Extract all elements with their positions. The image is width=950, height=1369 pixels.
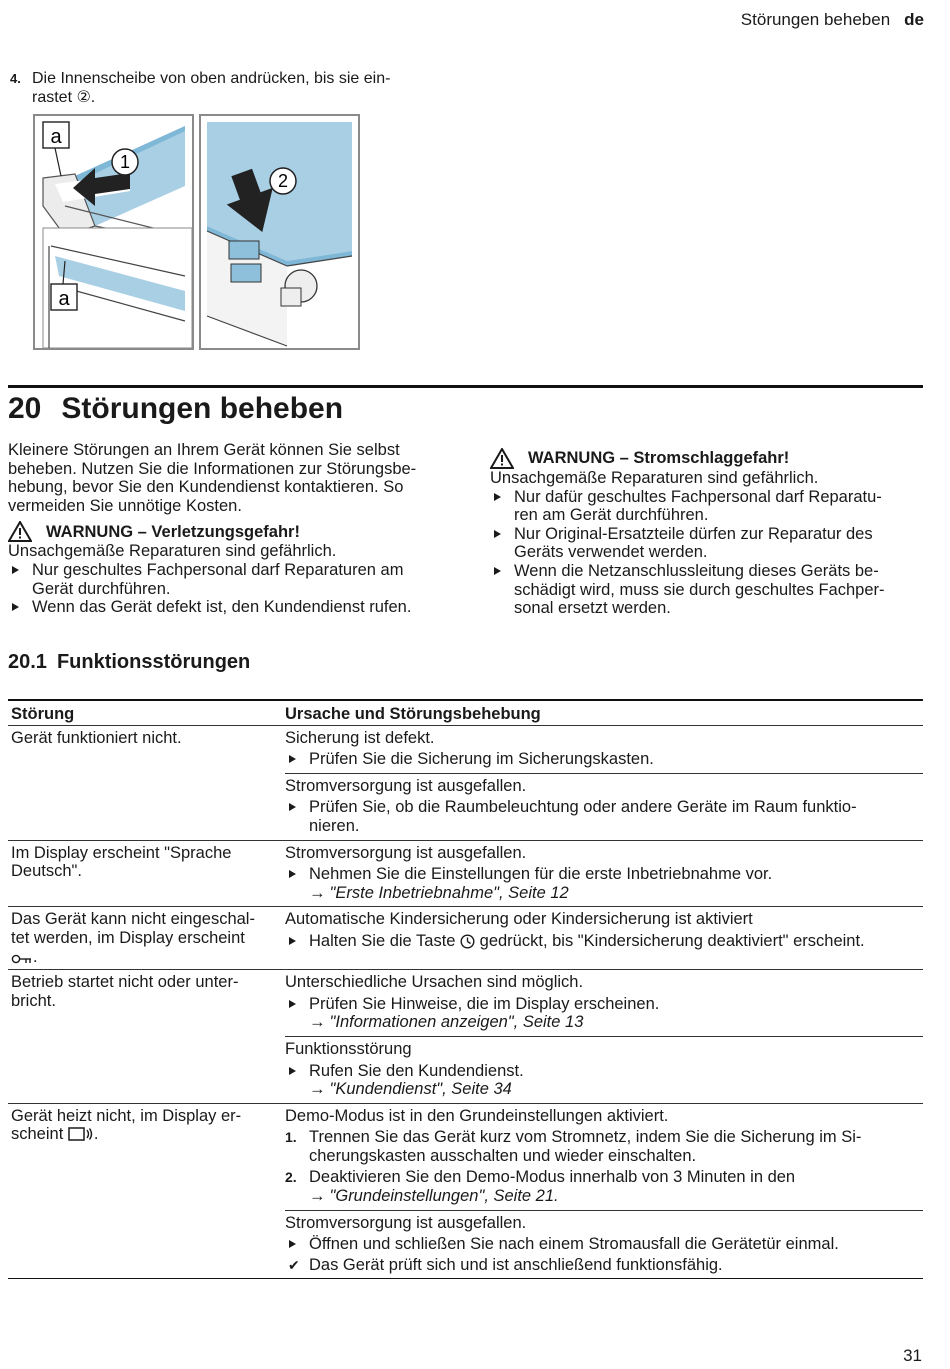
warning-bullet <box>8 561 448 598</box>
chapter-number: 20 <box>8 392 42 425</box>
bullet-line: ren am Gerät durchführen. <box>514 506 709 525</box>
fault-text: Gerät heizt nicht, im Display er- <box>11 1106 242 1125</box>
result-item <box>285 1256 923 1275</box>
warning-triangle-icon <box>8 521 32 542</box>
step-4 <box>10 69 440 107</box>
step-line: Deaktivieren Sie den Demo-Modus innerhalb von 3 Minuten in den <box>309 1168 796 1187</box>
step-number: 4. <box>10 71 21 86</box>
action-item <box>285 932 923 951</box>
fault-cell <box>8 970 280 1103</box>
bullet-line: Wenn die Netzanschlussleitung dieses Geräts be- <box>514 561 879 580</box>
callout-a-top: a <box>50 126 62 148</box>
bullet-line: Nur geschultes Fachpersonal darf Reparaturen am <box>32 560 404 579</box>
bullet-line: Gerät durchführen. <box>32 579 171 598</box>
warning-title-text: WARNUNG – Verletzungsgefahr! <box>46 522 300 541</box>
cross-reference-link[interactable] <box>309 1013 923 1032</box>
cross-reference-link[interactable] <box>309 1187 923 1206</box>
action-line: Öffnen und schließen Sie nach einem Stromausfall die Gerätetür einmal. <box>309 1235 839 1254</box>
intro-line: Kleinere Störungen an Ihrem Gerät können Sie selbst <box>8 441 400 459</box>
warning-text: Unsachgemäße Reparaturen sind gefährlich. <box>490 469 819 487</box>
cross-reference-link[interactable] <box>309 1080 923 1099</box>
numbered-step <box>285 1168 923 1205</box>
key-lock-icon <box>11 953 33 965</box>
clock-icon <box>460 934 475 949</box>
cause-text: Funktionsstörung <box>285 1039 412 1058</box>
demo-mode-icon <box>68 1126 94 1142</box>
cause-text: Sicherung ist defekt. <box>285 728 435 747</box>
table-row <box>8 969 923 1103</box>
cause-cell <box>280 1104 923 1279</box>
warning-electric-title <box>490 448 910 469</box>
page-number: 31 <box>903 1346 922 1365</box>
clip-icon <box>229 241 259 259</box>
action-item <box>285 798 923 835</box>
cause-block <box>285 1210 923 1279</box>
fault-text: Betrieb startet nicht oder unter- <box>11 973 239 992</box>
fault-text: Das Gerät kann nicht eingeschal- <box>11 910 255 929</box>
running-header <box>741 10 924 30</box>
bullet-line: schädigt wird, muss sie durch geschultes Fachper- <box>514 580 885 599</box>
chapter-title: Störungen beheben <box>61 392 344 425</box>
action-text: Halten Sie die Taste <box>309 931 456 950</box>
cause-text: Stromversorgung ist ausgefallen. <box>285 843 527 862</box>
section-number: 20.1 <box>8 651 47 673</box>
cross-reference-link[interactable] <box>309 884 923 903</box>
fault-text: scheint <box>11 1125 64 1144</box>
arrow-icon: → <box>309 1187 326 1206</box>
arrow-icon: → <box>309 1013 326 1032</box>
right-column <box>490 448 910 618</box>
header-fault: Störung <box>11 705 75 723</box>
left-column <box>8 441 448 617</box>
step-number: 1. <box>285 1129 297 1146</box>
bullet-line: Geräts verwendet werden. <box>514 543 708 562</box>
numbered-step <box>285 1128 923 1165</box>
step-text-line2: rastet ②. <box>32 89 96 106</box>
cause-text: Stromversorgung ist ausgefallen. <box>285 776 527 795</box>
intro-line: beheben. Nutzen Sie die Informationen zur Störungsbe- <box>8 459 417 478</box>
section-heading <box>8 651 250 674</box>
bullet-line: Wenn das Gerät defekt ist, den Kundendienst rufen. <box>32 598 412 617</box>
action-item <box>285 1062 923 1099</box>
fault-cell: Das Gerät kann nicht eingeschal- tet werden, im Display erscheint . <box>8 907 280 969</box>
action-item <box>285 750 923 769</box>
cause-cell <box>280 907 923 969</box>
figure-push-glass <box>33 114 194 350</box>
warning-injury-title <box>8 521 448 542</box>
cause-cell <box>280 841 923 907</box>
step-text-line1: Die Innenscheibe von oben andrücken, bis sie ein- <box>32 70 391 87</box>
fault-text: Im Display erscheint "Sprache <box>11 843 232 862</box>
warning-bullet <box>490 488 910 525</box>
intro-text <box>8 441 448 515</box>
cause-text: Unterschiedliche Ursachen sind möglich. <box>285 973 584 992</box>
fault-text: bricht. <box>11 991 56 1010</box>
cause-cell <box>280 970 923 1103</box>
cause-block <box>285 726 923 773</box>
action-text: gedrückt, bis "Kindersicherung deaktiviert" erscheint. <box>479 931 865 950</box>
warning-bullet <box>490 525 910 562</box>
warning-title-text: WARNUNG – Stromschlaggefahr! <box>528 449 790 468</box>
intro-line: vermeiden Sie unnötige Kosten. <box>8 496 242 515</box>
header-section-title: Störungen beheben <box>740 10 891 29</box>
action-item <box>285 995 923 1032</box>
callout-a-bottom: a <box>58 288 70 310</box>
table-header-row <box>8 701 923 726</box>
cause-block <box>285 841 923 907</box>
action-line: Prüfen Sie die Sicherung im Sicherungskasten. <box>309 750 654 769</box>
warning-triangle-icon <box>490 448 514 469</box>
table-row <box>8 840 923 907</box>
callout-2-label: 2 <box>277 171 289 191</box>
header-language: de <box>904 10 924 29</box>
action-item <box>285 1235 923 1254</box>
cause-text: Stromversorgung ist ausgefallen. <box>285 1213 527 1232</box>
warning-bullet <box>8 598 448 617</box>
bullet-line: sonal ersetzt werden. <box>514 599 671 618</box>
arrow-icon: → <box>309 883 326 902</box>
action-line: nieren. <box>309 816 360 835</box>
cause-block <box>285 773 923 840</box>
bullet-line: Nur dafür geschultes Fachpersonal darf Reparatu- <box>514 487 882 506</box>
step-line: Trennen Sie das Gerät kurz vom Stromnetz, indem Sie die Sicherung im Si- <box>309 1128 862 1147</box>
result-text: Das Gerät prüft sich und ist anschließend funktionsfähig. <box>309 1255 723 1274</box>
cause-text: Automatische Kindersicherung oder Kindersicherung ist aktiviert <box>285 910 753 929</box>
fault-cell <box>8 841 280 907</box>
check-icon: ✔ <box>288 1256 300 1273</box>
reference-text: "Grundeinstellungen", Seite 21. <box>329 1187 559 1206</box>
step-number: 2. <box>285 1169 297 1186</box>
chapter-heading <box>8 392 343 426</box>
cause-block <box>285 907 923 954</box>
reference-text: "Informationen anzeigen", Seite 13 <box>329 1013 584 1032</box>
fault-text: Gerät funktioniert nicht. <box>11 728 182 747</box>
cause-text: Demo-Modus ist in den Grundeinstellungen aktiviert. <box>285 1106 669 1125</box>
action-line: Prüfen Sie Hinweise, die im Display erscheinen. <box>309 994 660 1013</box>
action-line: Prüfen Sie, ob die Raumbeleuchtung oder andere Geräte im Raum funktio- <box>309 798 857 817</box>
arrow-icon: → <box>309 1080 326 1099</box>
table-row <box>8 726 923 840</box>
table-row <box>8 906 923 969</box>
fault-text: tet werden, im Display erscheint <box>11 928 245 947</box>
step-line: cherungskasten ausschalten und wieder einschalten. <box>309 1146 697 1165</box>
reference-text: "Erste Inbetriebnahme", Seite 12 <box>329 883 569 902</box>
callout-1-label: 1 <box>119 152 131 172</box>
warning-bullet <box>490 562 910 618</box>
intro-line: hebung, bevor Sie den Kundendienst kontaktieren. So <box>8 478 404 497</box>
cause-block <box>285 970 923 1036</box>
fault-cell <box>8 726 280 840</box>
section-title: Funktionsstörungen <box>56 651 251 673</box>
action-item <box>285 865 923 902</box>
action-line: Rufen Sie den Kundendienst. <box>309 1061 524 1080</box>
cause-cell <box>280 726 923 840</box>
fault-text: Deutsch". <box>11 862 82 881</box>
fault-cell: Gerät heizt nicht, im Display er- scheint . <box>8 1104 280 1279</box>
chapter-rule <box>8 385 923 388</box>
figure-press-glass <box>199 114 360 350</box>
fault-table <box>8 699 923 1279</box>
cause-block <box>285 1036 923 1103</box>
action-line: Nehmen Sie die Einstellungen für die erste Inbetriebnahme vor. <box>309 865 773 884</box>
cause-block <box>285 1104 923 1210</box>
header-cause: Ursache und Störungsbehebung <box>285 705 541 723</box>
bullet-line: Nur Original-Ersatzteile dürfen zur Reparatur des <box>514 524 873 543</box>
reference-text: "Kundendienst", Seite 34 <box>329 1080 512 1099</box>
warning-text: Unsachgemäße Reparaturen sind gefährlich. <box>8 542 337 561</box>
table-row <box>8 1103 923 1279</box>
